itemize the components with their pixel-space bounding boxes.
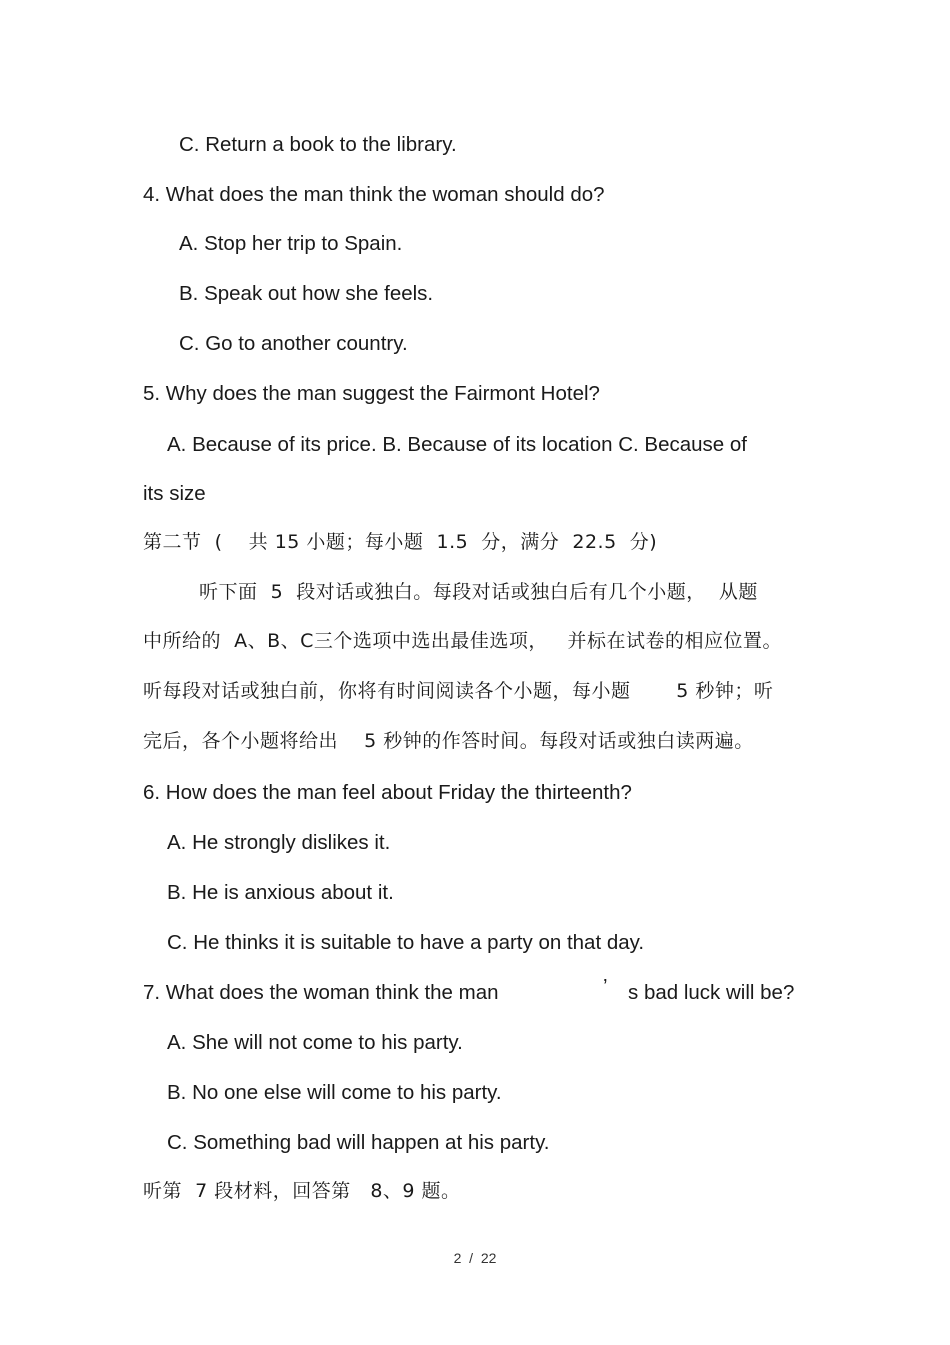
- page-number: 2 / 22: [453, 1250, 497, 1266]
- question-7-stem-part1: 7. What does the woman think the man: [143, 981, 499, 1004]
- question-5-options-continued: its size: [143, 482, 206, 505]
- instructions-line-3: 听每段对话或独白前，你将有时间阅读各个小题，每小题 5 秒钟；听: [143, 680, 774, 702]
- material-7-instruction: 听第 7 段材料，回答第 8、9 题。: [143, 1180, 461, 1202]
- question-4-option-c: C. Go to another country.: [179, 332, 408, 355]
- question-7-stem-part2: s bad luck will be?: [628, 981, 795, 1004]
- question-4-stem: 4. What does the man think the woman should do?: [143, 183, 605, 206]
- question-7-option-b: B. No one else will come to his party.: [167, 1081, 502, 1104]
- instructions-line-4: 完后，各个小题将给出 5 秒钟的作答时间。每段对话或独白读两遍。: [143, 730, 754, 752]
- question-7-apostrophe: ’: [603, 975, 608, 998]
- question-4-option-b: B. Speak out how she feels.: [179, 282, 434, 305]
- question-7-option-c: C. Something bad will happen at his party.: [167, 1131, 550, 1154]
- question-6-stem: 6. How does the man feel about Friday the thirteenth?: [143, 781, 632, 804]
- section-2-heading: 第二节 ( 共 15 小题；每小题 1.5 分，满分 22.5 分): [143, 531, 658, 553]
- question-4-option-a: A. Stop her trip to Spain.: [179, 232, 403, 255]
- question-5-options: A. Because of its price. B. Because of its location C. Because of: [167, 433, 747, 456]
- question-3-option-c: C. Return a book to the library.: [179, 133, 457, 156]
- question-6-option-c: C. He thinks it is suitable to have a party on that day.: [167, 931, 645, 954]
- question-5-stem: 5. Why does the man suggest the Fairmont Hotel?: [143, 382, 600, 405]
- instructions-line-2: 中所给的 A、B、C三个选项中选出最佳选项， 并标在试卷的相应位置。: [143, 630, 782, 652]
- question-7-option-a: A. She will not come to his party.: [167, 1031, 463, 1054]
- question-6-option-b: B. He is anxious about it.: [167, 881, 394, 904]
- question-6-option-a: A. He strongly dislikes it.: [167, 831, 391, 854]
- instructions-line-1: 听下面 5 段对话或独白。每段对话或独白后有几个小题， 从题: [199, 581, 758, 603]
